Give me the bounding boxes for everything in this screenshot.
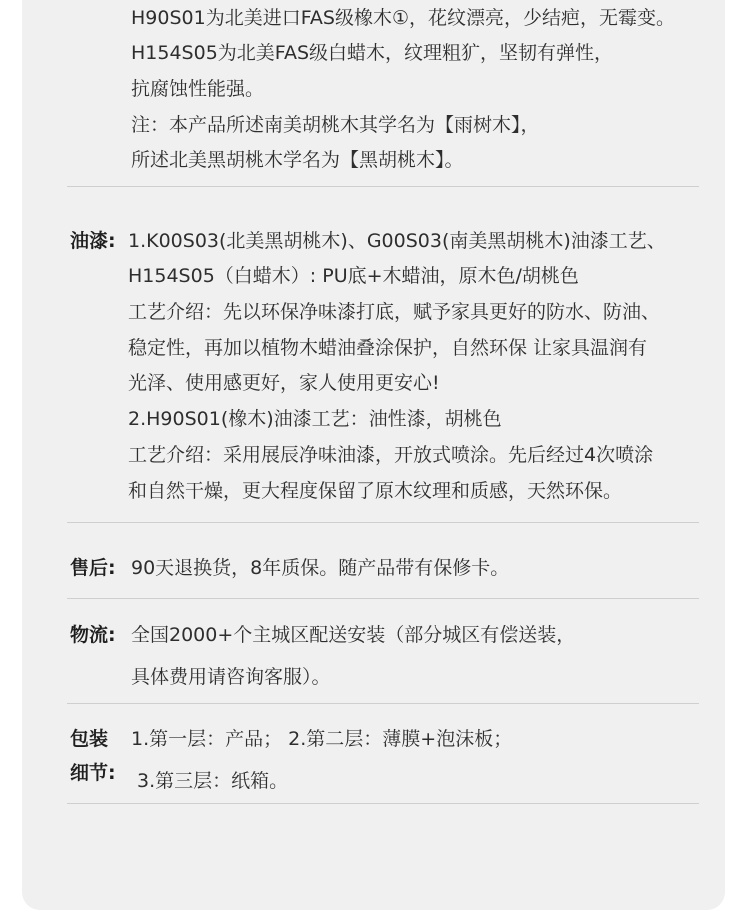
paint-line: 2.H90S01(橡木)油漆工艺：油性漆，胡桃色 (128, 408, 502, 430)
material-note: 抗腐蚀性能强。 (131, 78, 265, 100)
section-divider (67, 186, 699, 187)
logistics-line: 具体费用请咨询客服）。 (131, 666, 331, 688)
material-note: 所述北美黑胡桃木学名为【黑胡桃木】。 (131, 149, 464, 171)
section-divider (67, 703, 699, 704)
logistics-label: 物流: (70, 624, 116, 646)
packaging-line: 3.第三层：纸箱。 (137, 770, 289, 792)
packaging-label-detail: 细节: (70, 762, 116, 784)
material-note: 注：本产品所述南美胡桃木其学名为【雨树木】， (131, 114, 540, 136)
paint-label: 油漆: (70, 230, 116, 252)
material-note: H154S05为北美FAS级白蜡木，纹理粗犷，坚韧有弹性， (131, 42, 614, 64)
packaging-label: 包装 (70, 728, 109, 750)
logistics-line: 全国2000+个主城区配送安装（部分城区有偿送装， (131, 624, 576, 646)
paint-line: H154S05（白蜡木）: PU底+木蜡油，原木色/胡桃色 (128, 265, 579, 287)
section-divider (67, 522, 699, 523)
paint-line: 稳定性，再加以植物木蜡油叠涂保护，自然环保 让家具温润有 (128, 337, 648, 359)
paint-line: 1.K00S03(北美黑胡桃木)、G00S03(南美黑胡桃木)油漆工艺、 (128, 230, 666, 252)
section-divider (67, 803, 699, 804)
section-divider (67, 598, 699, 599)
after-sales-text: 90天退换货，8年质保。随产品带有保修卡。 (131, 557, 510, 579)
paint-line: 光泽、使用感更好，家人使用更安心! (128, 372, 440, 394)
paint-line: 工艺介绍：采用展辰净味油漆，开放式喷涂。先后经过4次喷涂 (128, 444, 654, 466)
packaging-line: 1.第一层：产品； 2.第二层：薄膜+泡沫板； (131, 728, 513, 750)
after-sales-label: 售后: (70, 557, 116, 579)
paint-line: 工艺介绍：先以环保净味漆打底，赋予家具更好的防水、防油、 (128, 301, 661, 323)
paint-line: 和自然干燥，更大程度保留了原木纹理和质感，天然环保。 (128, 480, 623, 502)
material-note: H90S01为北美进口FAS级橡木①，花纹漂亮，少结疤，无霉变。 (131, 7, 675, 29)
